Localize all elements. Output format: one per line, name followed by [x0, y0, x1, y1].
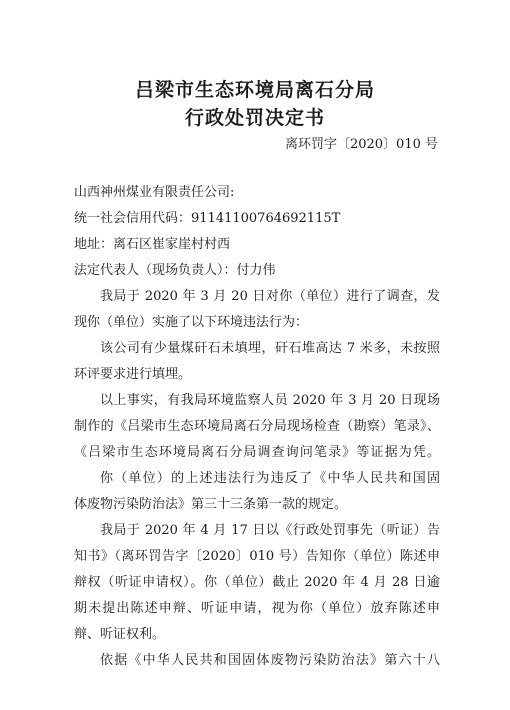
body-line: 依据《中华人民共和国固体废物污染防治法》第六十八 — [100, 653, 440, 668]
party-address: 地址：离石区崔家崖村村西 — [74, 237, 231, 252]
party-company: 山西神州煤业有限责任公司: — [74, 185, 235, 200]
body-line: 我局于 2020 年 3 月 20 日对你（单位）进行了调查，发 — [100, 289, 440, 304]
body-line: 你（单位）的上述违法行为违反了《中华人民共和国固 — [100, 471, 440, 486]
body-line: 辩、听证权利。 — [74, 627, 166, 642]
body-line: 辩权（听证申请权）。你（单位）截止 2020 年 4 月 28 日逾 — [74, 575, 440, 590]
body-line: 《吕梁市生态环境局离石分局调查询问笔录》等证据为凭。 — [74, 445, 440, 460]
document-title-type: 行政处罚决定书 — [184, 107, 325, 129]
body-line: 期未提出陈述申辩、听证申请，视为你（单位）放弃陈述申 — [74, 601, 440, 616]
body-line: 该公司有少量煤矸石未填埋，矸石堆高达 7 米多，未按照 — [100, 341, 440, 356]
document-title-agency: 吕梁市生态环境局离石分局 — [134, 79, 375, 101]
document-number: 离环罚字〔2020〕010 号 — [284, 137, 438, 152]
document-body — [74, 180, 440, 674]
body-line: 现你（单位）实施了以下环境违法行为： — [74, 315, 309, 330]
body-line: 环评要求进行填埋。 — [74, 367, 192, 382]
body-line: 我局于 2020 年 4 月 17 日以《行政处罚事先（听证）告 — [100, 523, 440, 538]
body-line: 知书》（离环罚告字〔2020〕010 号）告知你（单位）陈述申 — [74, 549, 440, 564]
party-credit-code: 统一社会信用代码：91141100764692115T — [74, 211, 341, 226]
body-line: 体废物污染防治法》第三十三条第一款的规定。 — [74, 497, 348, 512]
body-line: 以上事实，有我局环境监察人员 2020 年 3 月 20 日现场 — [100, 393, 440, 408]
body-line: 制作的《吕梁市生态环境局离石分局现场检查（勘察）笔录》、 — [74, 419, 440, 434]
party-representative: 法定代表人（现场负责人）：付力伟 — [74, 263, 276, 278]
